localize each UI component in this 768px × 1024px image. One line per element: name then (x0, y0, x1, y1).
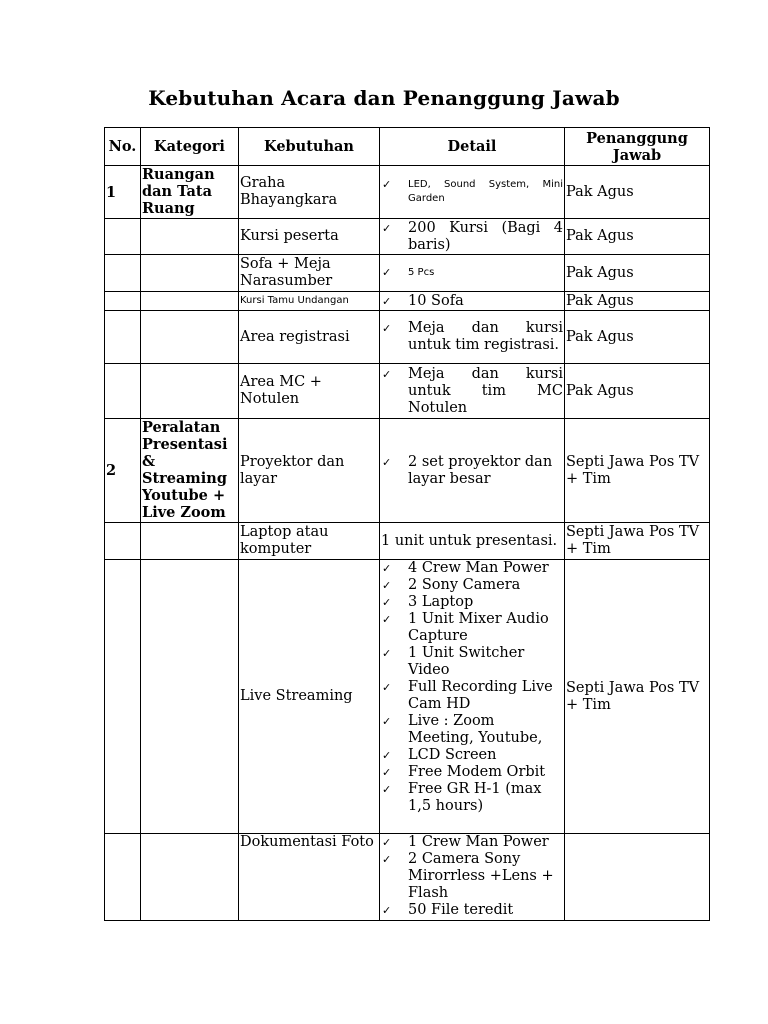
row-kebutuhan: Area MC + Notulen (239, 364, 380, 419)
row-detail (380, 419, 565, 523)
detail-item: ✓ Free Modem Orbit (381, 764, 563, 781)
header-detail: Detail (380, 128, 565, 166)
row-kategori (141, 311, 239, 364)
detail-item: ✓ 10 Sofa (381, 293, 563, 310)
table-row (105, 364, 710, 419)
row-penanggung-jawab (565, 834, 710, 921)
row-no (105, 255, 141, 292)
detail-item: ✓ 1 Crew Man Power (381, 834, 563, 851)
detail-item: ✓ 2 set proyektor dan layar besar (381, 454, 563, 488)
detail-item: ✓ 5 Pcs (381, 266, 563, 280)
document-title: Kebutuhan Acara dan Penanggung Jawab (148, 86, 620, 110)
row-penanggung-jawab: Pak Agus (565, 166, 710, 219)
row-kebutuhan: Kursi peserta (239, 219, 380, 255)
table-row (105, 834, 710, 921)
table-row (105, 255, 710, 292)
row-kategori (141, 834, 239, 921)
row-detail (380, 311, 565, 364)
row-kebutuhan: Graha Bhayangkara (239, 166, 380, 219)
detail-item: ✓ Free GR H-1 (max 1,5 hours) (381, 781, 563, 815)
row-penanggung-jawab: Pak Agus (565, 255, 710, 292)
detail-item: ✓ Full Recording Live Cam HD (381, 679, 563, 713)
header-kategori: Kategori (141, 128, 239, 166)
row-detail: 1 unit untuk presentasi. (380, 523, 565, 560)
row-detail (380, 364, 565, 419)
header-no: No. (105, 128, 141, 166)
row-detail (380, 560, 565, 834)
row-kategori (141, 255, 239, 292)
table-header-row (105, 128, 710, 166)
detail-list (381, 293, 563, 310)
row-kebutuhan: Kursi Tamu Undangan (239, 292, 380, 311)
row-penanggung-jawab: Septi Jawa Pos TV + Tim (565, 419, 710, 523)
row-detail (380, 834, 565, 921)
row-no (105, 219, 141, 255)
detail-item: ✓ Meja dan kursi untuk tim registrasi. (381, 320, 563, 354)
detail-item: ✓ LCD Screen (381, 747, 563, 764)
detail-item: ✓ Live : Zoom Meeting, Youtube, (381, 713, 563, 747)
table-row (105, 560, 710, 834)
row-kategori (141, 523, 239, 560)
detail-list (381, 834, 563, 919)
row-detail (380, 219, 565, 255)
detail-list (381, 560, 563, 815)
row-penanggung-jawab: Pak Agus (565, 364, 710, 419)
detail-item: ✓ LED, Sound System, Mini Garden (381, 178, 563, 206)
row-kategori (141, 364, 239, 419)
row-detail (380, 292, 565, 311)
row-no (105, 292, 141, 311)
row-no (105, 834, 141, 921)
row-no (105, 311, 141, 364)
row-no (105, 523, 141, 560)
table-row (105, 311, 710, 364)
row-kebutuhan: Proyektor dan layar (239, 419, 380, 523)
detail-list (381, 266, 563, 280)
requirements-table (104, 127, 710, 921)
row-penanggung-jawab: Pak Agus (565, 219, 710, 255)
row-no (105, 364, 141, 419)
detail-item: ✓ 1 Unit Mixer Audio Capture (381, 611, 563, 645)
detail-item: ✓ 2 Sony Camera (381, 577, 563, 594)
detail-list (381, 320, 563, 354)
row-kebutuhan: Sofa + Meja Narasumber (239, 255, 380, 292)
table-row (105, 419, 710, 523)
row-penanggung-jawab: Pak Agus (565, 311, 710, 364)
row-kebutuhan: Area registrasi (239, 311, 380, 364)
row-kategori: Peralatan Presentasi & Streaming Youtube + Live Zoom (141, 419, 239, 523)
detail-list (381, 454, 563, 488)
detail-list (381, 178, 563, 206)
row-penanggung-jawab: Pak Agus (565, 292, 710, 311)
row-detail (380, 255, 565, 292)
header-kebutuhan: Kebutuhan (239, 128, 380, 166)
row-kebutuhan: Dokumentasi Foto (239, 834, 380, 921)
row-detail (380, 166, 565, 219)
detail-item: ✓ 1 Unit Switcher Video (381, 645, 563, 679)
table-row (105, 166, 710, 219)
table-row (105, 292, 710, 311)
row-kategori (141, 560, 239, 834)
row-kategori: Ruangan dan Tata Ruang (141, 166, 239, 219)
header-penanggung-jawab: Penanggung Jawab (565, 128, 710, 166)
row-no (105, 560, 141, 834)
detail-item: ✓ 3 Laptop (381, 594, 563, 611)
row-kategori (141, 219, 239, 255)
detail-item: ✓ 50 File teredit (381, 902, 563, 919)
detail-item: ✓ 2 Camera Sony Mirorrless +Lens + Flash (381, 851, 563, 902)
detail-item: ✓ 200 Kursi (Bagi 4 baris) (381, 220, 563, 254)
detail-list (381, 220, 563, 254)
row-no: 1 (105, 166, 141, 219)
row-penanggung-jawab: Septi Jawa Pos TV + Tim (565, 560, 710, 834)
row-no: 2 (105, 419, 141, 523)
table-row (105, 523, 710, 560)
row-kategori (141, 292, 239, 311)
detail-list (381, 366, 563, 417)
row-kebutuhan: Live Streaming (239, 560, 380, 834)
row-penanggung-jawab: Septi Jawa Pos TV + Tim (565, 523, 710, 560)
row-kebutuhan: Laptop atau komputer (239, 523, 380, 560)
detail-item: ✓ Meja dan kursi untuk tim MC Notulen (381, 366, 563, 417)
detail-item: ✓ 4 Crew Man Power (381, 560, 563, 577)
table-row (105, 219, 710, 255)
